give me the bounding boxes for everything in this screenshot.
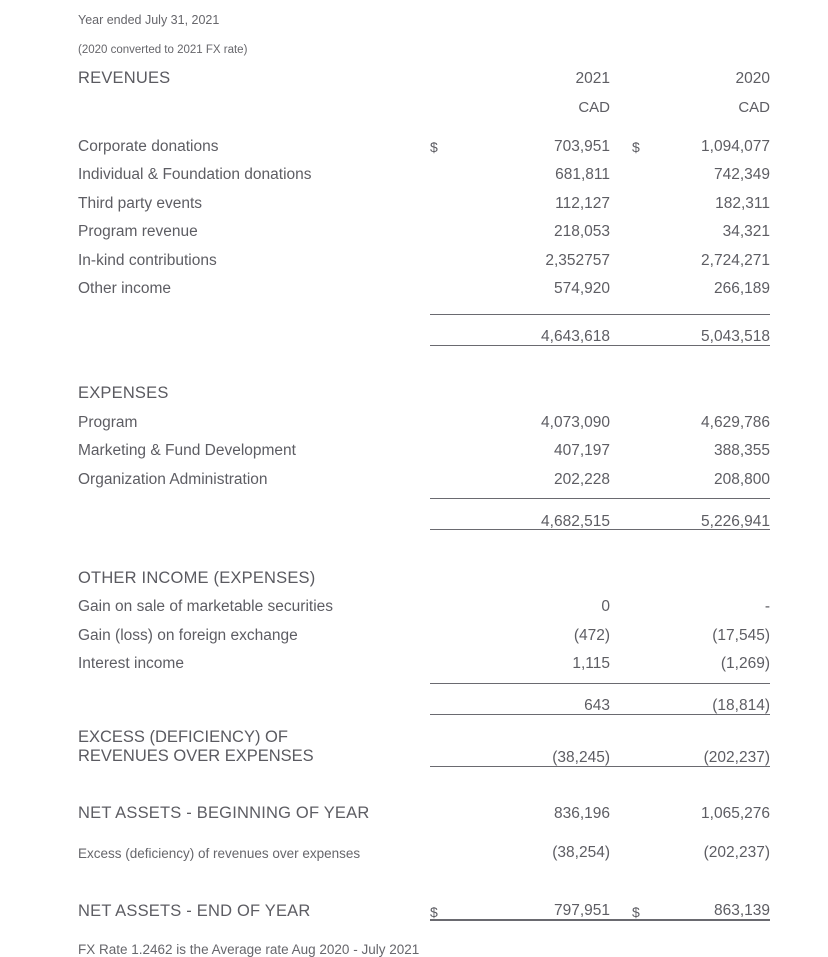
net-assets-beginning-row xyxy=(78,793,770,822)
revenues-heading: REVENUES xyxy=(78,68,171,87)
row-label: Program xyxy=(78,413,138,431)
excess-small-2021: (38,254) xyxy=(552,844,610,861)
expenses-heading-row xyxy=(78,372,770,402)
row-label: In-kind contributions xyxy=(78,251,217,269)
value-2020: 266,189 xyxy=(713,280,770,297)
excess-deficiency-label xyxy=(78,726,430,767)
excess-deficiency-label-line1: EXCESS (DEFICIENCY) OF xyxy=(78,728,288,746)
value-2021: 703,951 xyxy=(553,137,610,155)
value-2021: 112,127 xyxy=(555,194,610,212)
value-2021: 4,073,090 xyxy=(541,413,610,431)
net-assets-end-2021: 797,951 xyxy=(460,887,610,920)
statement-of-operations-table xyxy=(78,0,770,956)
value-2021: 681,811 xyxy=(555,166,610,183)
table-row xyxy=(78,211,770,240)
column-header-year-2020: 2020 xyxy=(735,69,770,87)
row-label: Gain on sale of marketable securities xyxy=(78,598,334,615)
expenses-total-2021: 4,682,515 xyxy=(460,499,610,530)
value-2021: 218,053 xyxy=(553,223,610,240)
spacer xyxy=(78,345,770,372)
footnote-row xyxy=(78,920,770,957)
other-income-total-2021: 643 xyxy=(460,683,610,714)
currency-symbol-2020: $ xyxy=(632,139,640,155)
table-row xyxy=(78,240,770,269)
table-row xyxy=(78,126,770,155)
excess-deficiency-row xyxy=(78,726,770,767)
spacer xyxy=(78,297,770,315)
row-label: Corporate donations xyxy=(78,137,219,155)
revenues-total-2021: 4,643,618 xyxy=(460,314,610,345)
table-row xyxy=(78,402,770,431)
currency-symbol-2021-end: $ xyxy=(430,887,460,920)
row-label: Marketing & Fund Development xyxy=(78,442,296,459)
fx-rate-footnote: FX Rate 1.2462 is the Average rate Aug 2020 - July 2021 xyxy=(78,941,420,957)
spacer xyxy=(78,530,770,557)
column-header-currency-2021: CAD xyxy=(578,98,610,116)
value-2021: 407,197 xyxy=(553,442,610,459)
column-header-year-2021: 2021 xyxy=(575,69,610,87)
value-2021: 2,352757 xyxy=(545,251,610,269)
expenses-heading: EXPENSES xyxy=(78,384,169,402)
spacer xyxy=(78,766,770,793)
table-row xyxy=(78,268,770,297)
row-label: Third party events xyxy=(78,194,203,212)
conversion-note-row xyxy=(78,26,770,56)
value-2021: 0 xyxy=(601,598,610,615)
excess-small-row xyxy=(78,832,770,861)
row-label: Gain (loss) on foreign exchange xyxy=(78,626,298,644)
value-2020: 1,094,077 xyxy=(701,137,770,155)
column-header-currency-2020: CAD xyxy=(738,98,770,116)
value-2020: 2,724,271 xyxy=(701,251,770,269)
conversion-note: (2020 converted to 2021 FX rate) xyxy=(78,43,248,56)
value-2020: 34,321 xyxy=(722,223,770,240)
expenses-total-row xyxy=(78,499,770,530)
row-label: Program revenue xyxy=(78,223,198,240)
value-2021: 574,920 xyxy=(553,280,610,297)
period-label: Year ended July 31, 2021 xyxy=(78,12,220,27)
value-2021: (472) xyxy=(573,626,610,644)
table-row xyxy=(78,615,770,644)
value-2020: 388,355 xyxy=(713,442,770,459)
net-assets-end-2020: 863,139 xyxy=(662,887,770,920)
other-income-total-2020: (18,814) xyxy=(662,683,770,714)
net-assets-end-label: NET ASSETS - END OF YEAR xyxy=(78,902,311,920)
net-assets-beginning-2020: 1,065,276 xyxy=(701,804,770,822)
currency-symbol-2020-end: $ xyxy=(632,887,662,920)
currency-symbol-2021: $ xyxy=(430,139,438,155)
spacer xyxy=(78,714,770,726)
value-2021: 202,228 xyxy=(553,470,610,488)
spacer xyxy=(78,672,770,684)
expenses-total-2020: 5,226,941 xyxy=(662,499,770,530)
value-2020: 208,800 xyxy=(713,470,770,488)
value-2020: 182,311 xyxy=(715,194,770,212)
value-2021: 1,115 xyxy=(572,655,610,672)
revenues-total-row xyxy=(78,314,770,345)
revenues-total-2020: 5,043,518 xyxy=(662,314,770,345)
table-row xyxy=(78,183,770,212)
value-2020: - xyxy=(764,598,770,615)
value-2020: 4,629,786 xyxy=(701,413,770,431)
value-2020: (17,545) xyxy=(712,626,770,644)
table-row xyxy=(78,459,770,488)
table-row xyxy=(78,586,770,615)
row-label: Other income xyxy=(78,280,172,297)
spacer xyxy=(78,115,770,126)
value-2020: (1,269) xyxy=(720,655,770,672)
excess-deficiency-2020: (202,237) xyxy=(662,726,770,767)
row-label: Interest income xyxy=(78,655,184,672)
excess-deficiency-2021: (38,245) xyxy=(460,726,610,767)
net-assets-beginning-label: NET ASSETS - BEGINNING OF YEAR xyxy=(78,803,370,822)
table-row xyxy=(78,154,770,183)
other-income-heading-row xyxy=(78,556,770,586)
row-label: Individual & Foundation donations xyxy=(78,166,312,183)
row-label: Organization Administration xyxy=(78,470,268,488)
net-assets-end-row xyxy=(78,887,770,920)
other-income-total-row xyxy=(78,683,770,714)
currency-header-row xyxy=(78,86,770,115)
net-assets-beginning-2021: 836,196 xyxy=(553,804,610,822)
excess-small-label: Excess (deficiency) of revenues over expenses xyxy=(78,846,361,861)
spacer xyxy=(78,861,770,887)
other-income-heading: OTHER INCOME (EXPENSES) xyxy=(78,568,316,587)
excess-small-2020: (202,237) xyxy=(703,844,770,861)
table-row xyxy=(78,643,770,672)
spacer xyxy=(78,487,770,499)
period-row xyxy=(78,0,770,26)
revenues-heading-row xyxy=(78,56,770,86)
excess-deficiency-label-line2: REVENUES OVER EXPENSES xyxy=(78,747,314,765)
spacer xyxy=(78,821,770,832)
table-row xyxy=(78,430,770,459)
value-2020: 742,349 xyxy=(713,166,770,183)
